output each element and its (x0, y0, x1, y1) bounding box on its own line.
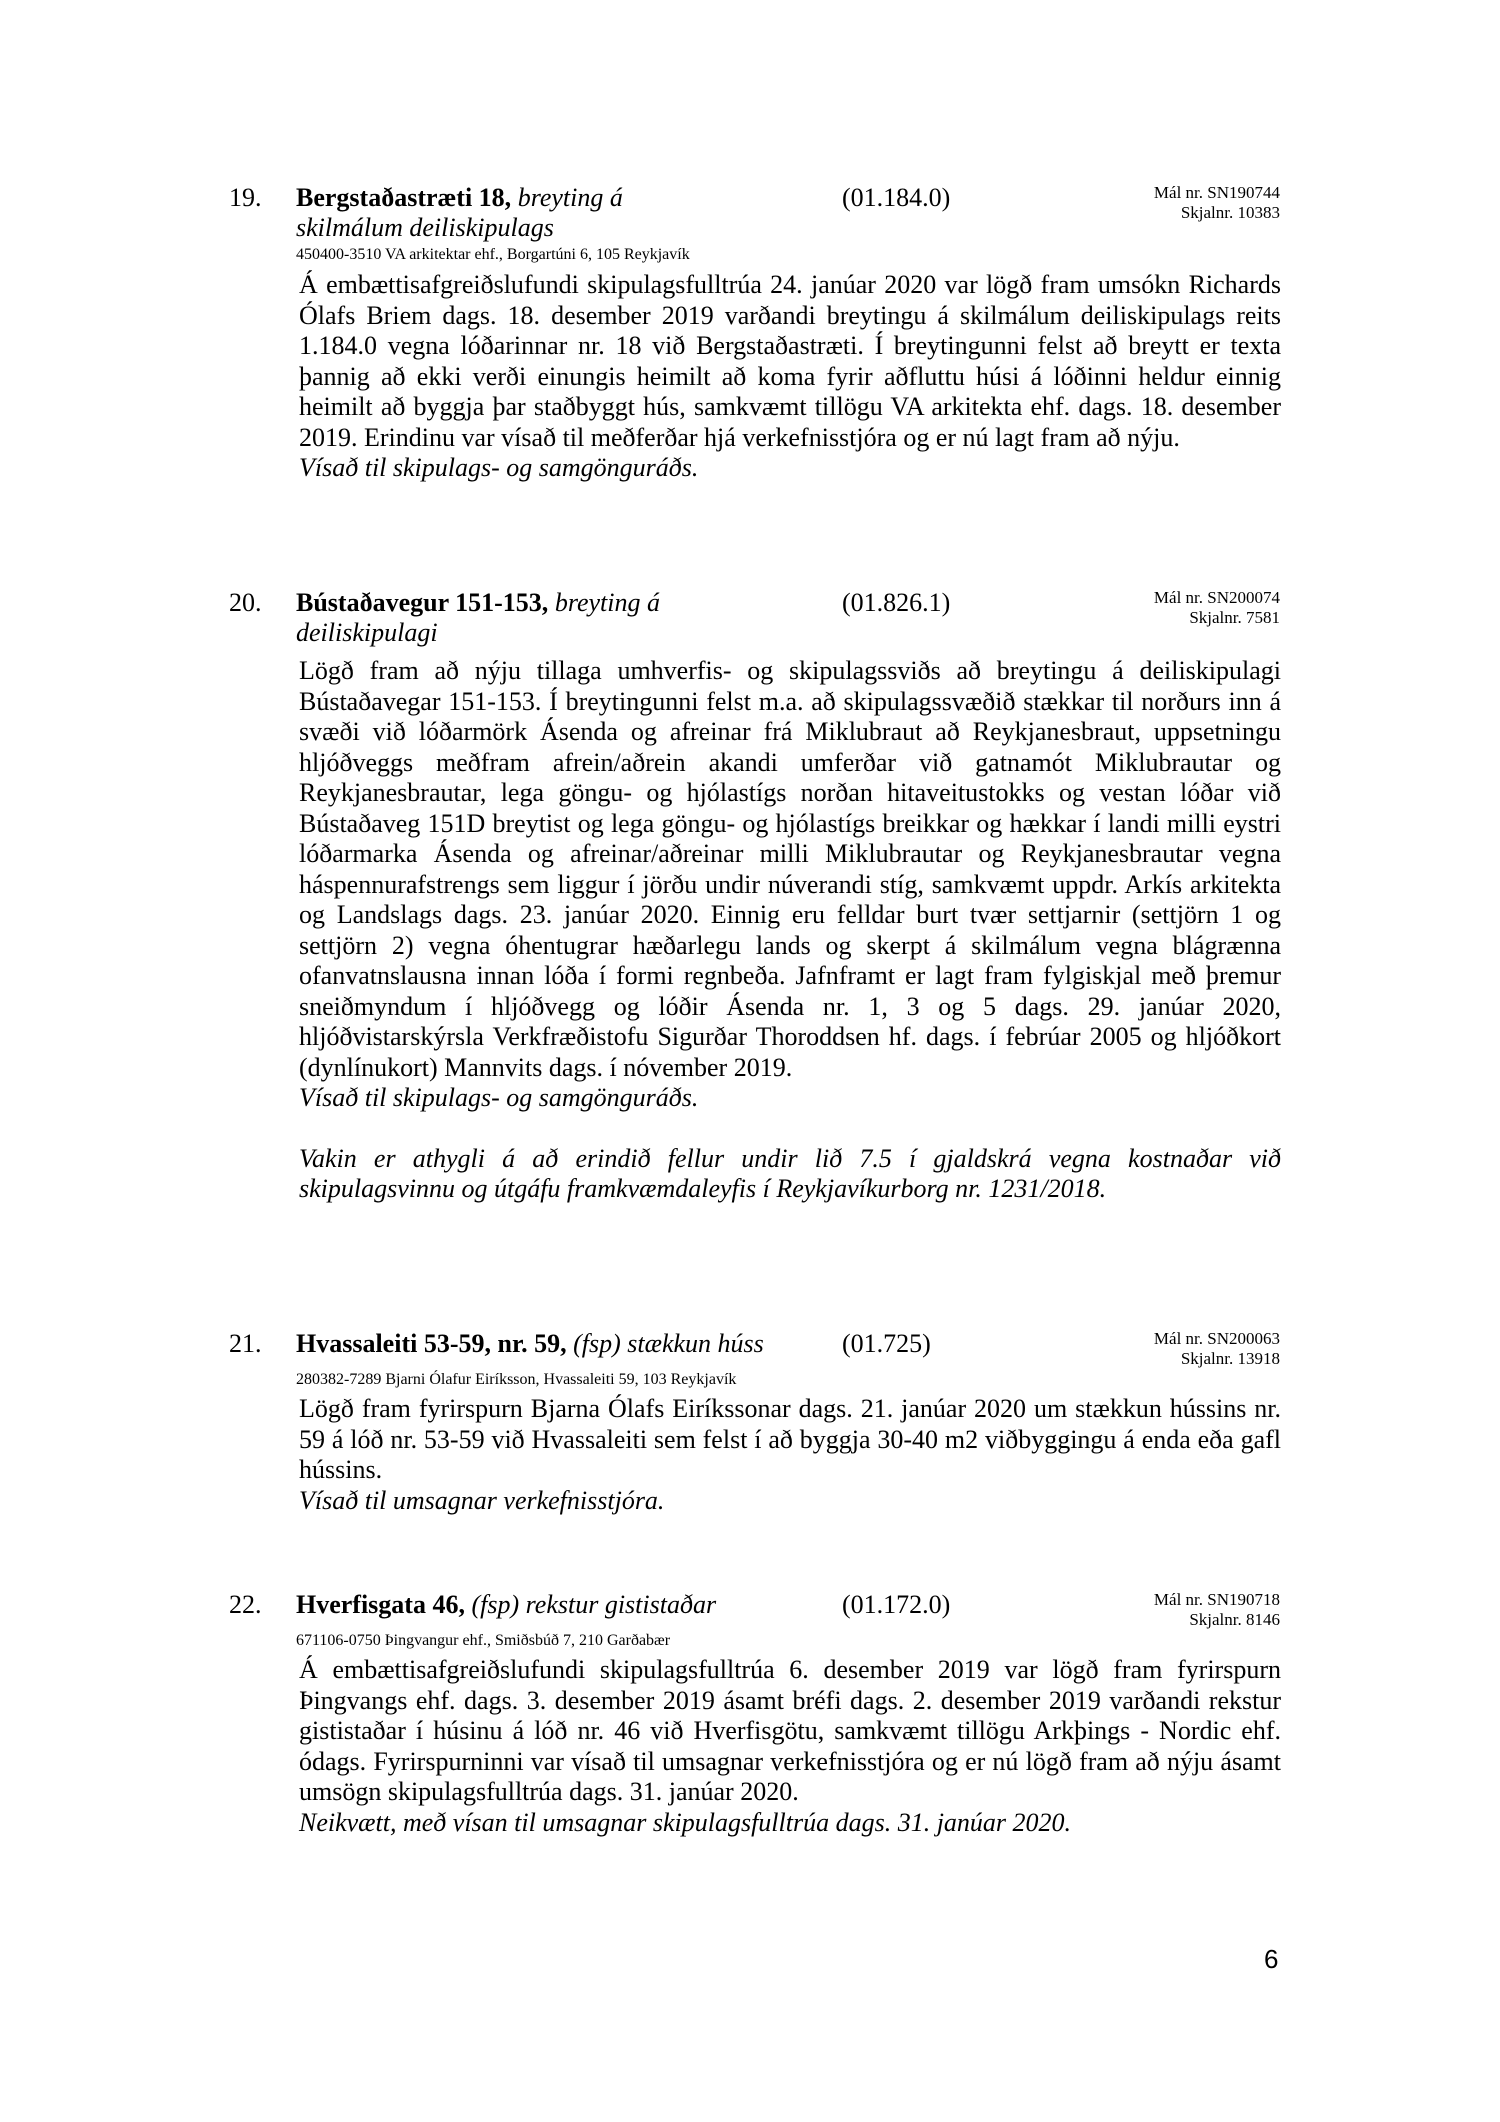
item-address: Hverfisgata 46, (296, 1590, 465, 1619)
item-text: Á embættisafgreiðslufundi skipulagsfulltrúa 24. janúar 2020 var lögð fram umsókn Richards Ólafs Briem dags. 18. desember 2019 varðandi breytingu á skilmálum deiliskipulags reits 1.184.0 vegna lóðarinnar nr. 18 við Bergstaðastræti. Í breytingunni felst að breytt er texta þannig að ekki verði einungis heimilt að koma fyrir aðfluttu húsi á lóðinni heldur einnig heimilt að byggja þar staðbyggt hús, samkvæmt tillögu VA arkitekta ehf. dags. 18. desember 2019. Erindinu var vísað til meðferðar hjá verkefnisstjóra og er nú lagt fram að nýju. (299, 270, 1281, 452)
item-address: Hvassaleiti 53-59, nr. 59, (296, 1329, 567, 1358)
document-number: Skjalnr. 10383 (1180, 203, 1280, 222)
item-decision: Vísað til umsagnar verkefnisstjóra. (299, 1485, 665, 1515)
item-title (296, 1329, 836, 1359)
item-body (299, 270, 1281, 484)
item-decision: Vísað til skipulags- og samgönguráðs. (299, 453, 699, 482)
item-title (296, 588, 716, 648)
document-number: Skjalnr. 7581 (1189, 608, 1280, 627)
case-number: Mál nr. SN200063 (1153, 1329, 1280, 1348)
applicant: 280382-7289 Bjarni Ólafur Eiríksson, Hvassaleiti 59, 103 Reykjavík (296, 1371, 737, 1388)
applicant: 450400-3510 VA arkitektar ehf., Borgartúni 6, 105 Reykjavík (296, 246, 690, 263)
item-subject: breyting á skilmálum deiliskipulags (296, 183, 623, 242)
case-number: Mál nr. SN190718 (1153, 1590, 1280, 1609)
item-decision: Vísað til skipulags- og samgönguráðs. (299, 1083, 699, 1112)
item-text: Lögð fram fyrirspurn Bjarna Ólafs Eiríkssonar dags. 21. janúar 2020 um stækkun hússins nr. 59 á lóð nr. 53-59 við Hvassaleiti sem felst í að byggja 30-40 m2 viðbyggingu á enda eða gafl hússins. (299, 1394, 1281, 1484)
applicant: 671106-0750 Þingvangur ehf., Smiðsbúð 7, 210 Garðabær (296, 1632, 671, 1649)
item-text: Á embættisafgreiðslufundi skipulagsfulltrúa 6. desember 2019 var lögð fram fyrirspurn Þingvangs ehf. dags. 3. desember 2019 ásamt bréfi dags. 2. desember 2019 varðandi rekstur gististaðar í húsinu á lóð nr. 46 við Hverfisgötu, samkvæmt tillögu Arkþings - Nordic ehf. ódags. Fyrirspurninni var vísað til umsagnar verkefnisstjóra og er nú lögð fram að nýju ásamt umsögn skipulagsfulltrúa dags. 31. janúar 2020. (299, 1655, 1281, 1806)
item-subject: breyting á deiliskipulagi (296, 588, 660, 647)
item-code: (01.826.1) (842, 588, 951, 617)
page-number: 6 (1264, 1944, 1279, 1974)
case-number: Mál nr. SN200074 (1153, 588, 1280, 607)
item-title (296, 1590, 836, 1620)
document-number: Skjalnr. 13918 (1180, 1349, 1280, 1368)
document-number: Skjalnr. 8146 (1189, 1610, 1280, 1629)
case-reference (1154, 183, 1280, 223)
item-subject: (fsp) stækkun húss (573, 1329, 764, 1358)
item-body (299, 1394, 1281, 1516)
item-number: 19. (229, 183, 262, 212)
item-code: (01.184.0) (842, 183, 951, 212)
item-note: Vakin er athygli á að erindið fellur undir lið 7.5 í gjaldskrá vegna kostnaðar við skipulagsvinnu og útgáfu framkvæmdaleyfis í Reykjavíkurborg nr. 1231/2018. (299, 1143, 1281, 1203)
case-number: Mál nr. SN190744 (1153, 183, 1280, 202)
item-address: Bergstaðastræti 18, (296, 183, 512, 212)
item-address: Bústaðavegur 151-153, (296, 588, 549, 617)
item-body (299, 1655, 1281, 1838)
item-number: 20. (229, 588, 262, 617)
item-text: Lögð fram að nýju tillaga umhverfis- og skipulagssviðs að breytingu á deiliskipulagi Bústaðavegar 151-153. Í breytingunni felst m.a. að skipulagssvæðið stækkar til norðurs inn á svæði við lóðarmörk Ásenda og afreinar frá Miklubraut að Reykjanesbraut, uppsetningu hljóðveggs meðfram afrein/aðrein akandi umferðar við gatnamót Miklubrautar og Reykjanesbrautar, lega göngu- og hjólastígs norðan hitaveitustokks og vestan lóðar við Bústaðaveg 151D breytist og lega göngu- og hjólastígs breikkar og hækkar í landi milli eystri lóðarmarka Ásenda og afreinar/aðreinar milli Miklubrautar og Reykjanesbrautar vegna háspennurafstrengs sem liggur í jörðu undir núverandi stíg, samkvæmt uppdr. Arkís arkitekta og Landslags dags. 23. janúar 2020. Einnig eru felldar burt tvær settjarnir (settjörn 1 og settjörn 2) vegna óhentugrar hæðarlegu lands og skerpt á skilmálum vegna blágrænna ofanvatnslausna innan lóða í formi regnbeða. Jafnframt er lagt fram fylgiskjal með þremur sneiðmyndum í hljóðvegg og lóðir Ásenda nr. 1, 3 og 5 dags. 29. janúar 2020, hljóðvistarskýrsla Verkfræðistofu Sigurðar Thoroddsen hf. dags. í febrúar 2005 og hljóðkort (dynlínukort) Mannvits dags. í nóvember 2019. (299, 656, 1281, 1082)
item-number: 21. (229, 1329, 262, 1358)
item-number: 22. (229, 1590, 262, 1619)
item-decision: Neikvætt, með vísan til umsagnar skipulagsfulltrúa dags. 31. janúar 2020. (299, 1807, 1072, 1837)
item-body (299, 656, 1281, 1205)
case-reference (1154, 1329, 1280, 1369)
item-code: (01.725) (842, 1329, 931, 1358)
item-code: (01.172.0) (842, 1590, 951, 1619)
item-title (296, 183, 636, 243)
case-reference (1154, 588, 1280, 628)
item-subject: (fsp) rekstur gististaðar (471, 1590, 717, 1619)
case-reference (1154, 1590, 1280, 1630)
